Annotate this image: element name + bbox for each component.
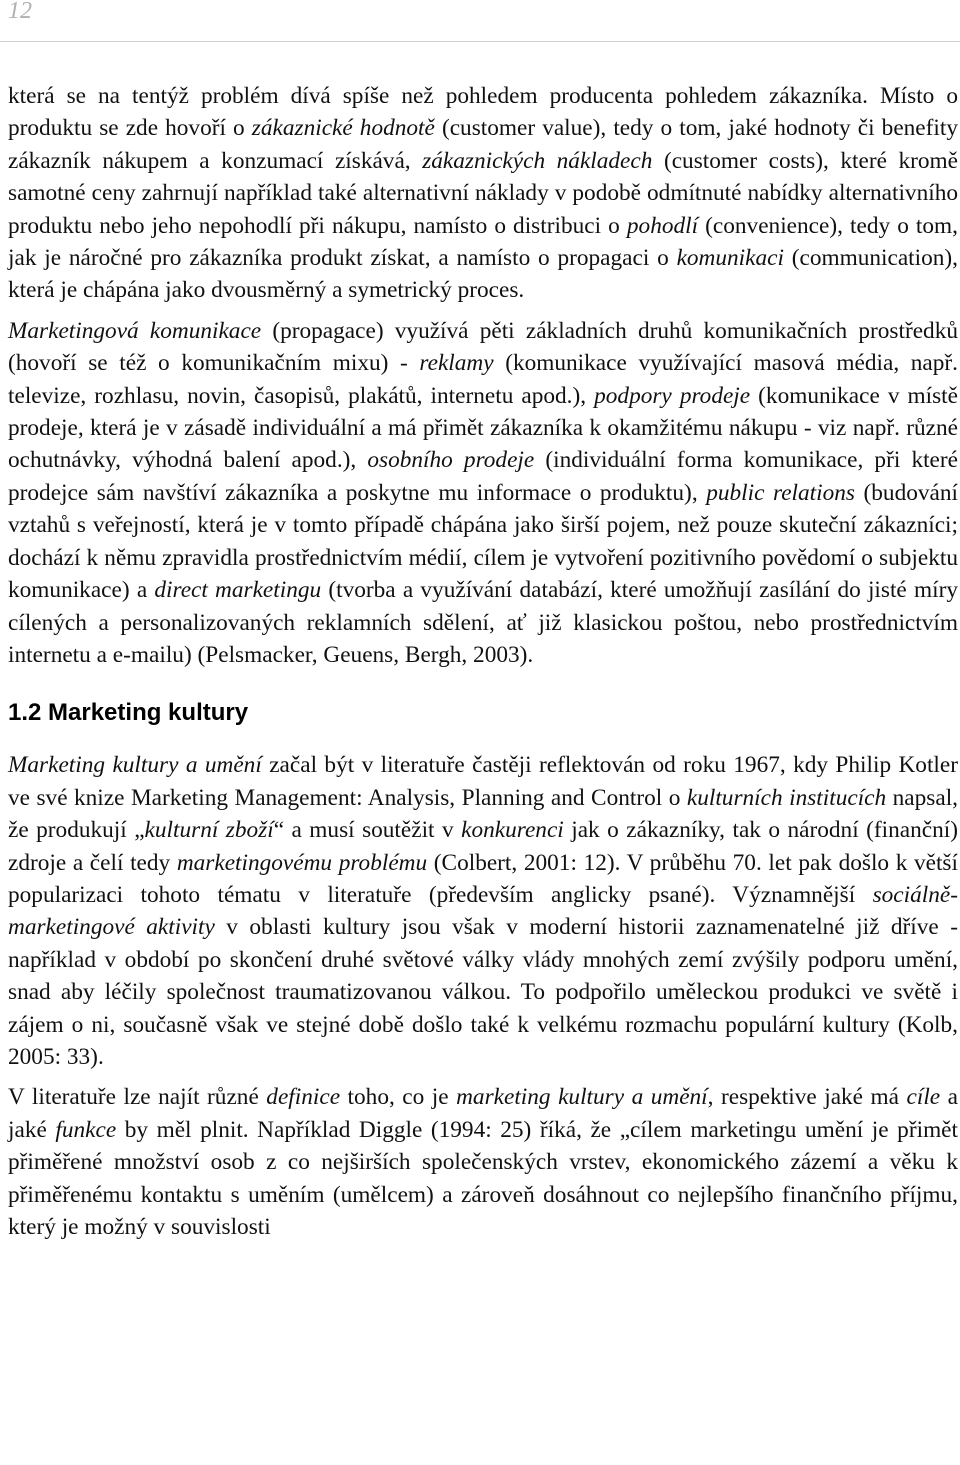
text-run: (komunikace v místě prodeje, která je v zásadě individuální a má přimět zákazníka k okamžitému nákupu - viz např. různé ochutnávky, výhodná balení apod.), bbox=[8, 382, 958, 474]
emphasis-text: kulturní zboží bbox=[144, 817, 274, 844]
text-run: (communication), která je chápána jako dvousměrný a symetrický proces. bbox=[8, 245, 959, 304]
text-run: a jaké bbox=[8, 1084, 958, 1143]
emphasis-text: kulturních institucích bbox=[686, 784, 887, 811]
text-run: která se na tentýž problém dívá spíše než pohledem producenta pohledem zákazníka. Místo o produktu se zde hovoří o bbox=[8, 83, 958, 142]
emphasis-text: osobního prodeje bbox=[367, 447, 535, 474]
text-run: začal být v literatuře častěji reflektován od roku 1967, kdy Philip Kotler ve své knize Marketing Management: Analysis, Planning and Control o bbox=[8, 752, 959, 811]
text-run: jak o zákazníky, tak o národní (finanční) zdroje a čelí tedy bbox=[8, 817, 958, 876]
emphasis-text: zákaznických nákladech bbox=[422, 147, 653, 174]
section-heading: 1.2 Marketing kultury bbox=[8, 699, 249, 727]
text-run: by měl plnit. Například Diggle (1994: 25) říká, že „cílem marketingu umění je přimět přiměřené množství osob z co nejširších společenských vrstev, ekonomického zázemí a věku k přiměřenému kontaktu s uměním (umělcem) a zároveň dosáhnout co nejlepšího finančního příjmu, který je možný v souvislosti bbox=[8, 1116, 958, 1240]
text-run: toho, co je bbox=[340, 1084, 457, 1111]
page-number: 12 bbox=[8, 0, 32, 24]
text-run: “ a musí soutěžit v bbox=[273, 817, 462, 844]
text-run: (propagace) využívá pěti základních druhů komunikačních prostředků (hovoří se též o komunikačním mixu) - bbox=[8, 317, 958, 377]
text-run: napsal, že produkují „ bbox=[8, 784, 958, 844]
text-run: V literatuře lze najít různé bbox=[8, 1084, 267, 1111]
text-run: (Colbert, 2001: 12). V průběhu 70. let pak došlo k větší popularizaci tohoto tématu v literatuře (především anglicky psané). Významnější bbox=[8, 849, 958, 908]
emphasis-text: Marketingová komunikace bbox=[8, 317, 262, 344]
paragraph bbox=[8, 749, 958, 1073]
header-divider bbox=[0, 41, 960, 42]
emphasis-text: Marketing kultury a umění bbox=[8, 752, 262, 779]
emphasis-text: podpory prodeje bbox=[594, 382, 751, 409]
text-run: (komunikace využívající masová média, např. televize, rozhlasu, novin, časopisů, plakátů, internetu apod.), bbox=[8, 350, 958, 409]
text-run: (tvorba a využívání databází, které umožňují zasílání do jisté míry cílených a personalizovaných reklamních sdělení, ať již klasickou poštou, nebo prostřednictvím internetu a e-mailu) (Pelsmacker, Geuens, Bergh, 2003). bbox=[8, 577, 958, 668]
emphasis-text: pohodlí bbox=[626, 212, 699, 239]
emphasis-text: marketingovému problému bbox=[176, 849, 428, 876]
emphasis-text: zákaznické hodnotě bbox=[251, 115, 435, 142]
text-run: (convenience), tedy o tom, jak je náročné pro zákazníka produkt získat, a namísto o propagaci o bbox=[8, 212, 958, 272]
emphasis-text: public relations bbox=[706, 479, 855, 506]
emphasis-text: direct marketingu bbox=[154, 577, 322, 604]
text-run: , respektive jaké má bbox=[707, 1084, 907, 1111]
emphasis-text: konkurenci bbox=[461, 817, 564, 844]
paragraph bbox=[8, 315, 958, 671]
paragraph bbox=[8, 1081, 958, 1243]
text-run: (budování vztahů s veřejností, která je v tomto případě chápána jako širší pojem, než pouze skuteční zákazníci; dochází k němu zpravidla prostřednictvím médií, cílem je vytvoření pozitivního povědomí o subjektu komunikace) a bbox=[8, 479, 958, 604]
emphasis-text: reklamy bbox=[419, 350, 494, 377]
paragraph bbox=[8, 80, 958, 307]
emphasis-text: cíle bbox=[906, 1084, 941, 1111]
emphasis-text: definice bbox=[266, 1084, 341, 1111]
text-run: (customer costs), které kromě samotné ceny zahrnují například také alternativní náklady v podobě odmítnuté nabídky alternativního produktu nebo jeho nepohodlí při nákupu, namísto o distribuci o bbox=[8, 147, 959, 239]
emphasis-text: marketing kultury a umění bbox=[456, 1084, 708, 1111]
emphasis-text: funkce bbox=[55, 1116, 117, 1143]
emphasis-text: komunikaci bbox=[676, 245, 784, 272]
emphasis-text: sociálně-marketingové aktivity bbox=[8, 881, 958, 941]
text-run: (individuální forma komunikace, při které prodejce sám navštíví zákazníka a poskytne mu informace o produktu), bbox=[8, 447, 958, 506]
document-body bbox=[8, 80, 958, 1243]
text-run: (customer value), tedy o tom, jaké hodnoty či benefity zákazník nákupem a konzumací získává, bbox=[8, 115, 958, 174]
text-run: v oblasti kultury jsou však v moderní historii zaznamenatelné již dříve - například v období po skončení druhé světové války vlády mnohých zemí zvýšily podporu umění, snad aby léčily společnost traumatizovanou válkou. To podpořilo uměleckou produkci ve světě i zájem o ni, současně však ve stejné době došlo také k velkému rozmachu populární kultury (Kolb, 2005: 33). bbox=[8, 914, 958, 1070]
